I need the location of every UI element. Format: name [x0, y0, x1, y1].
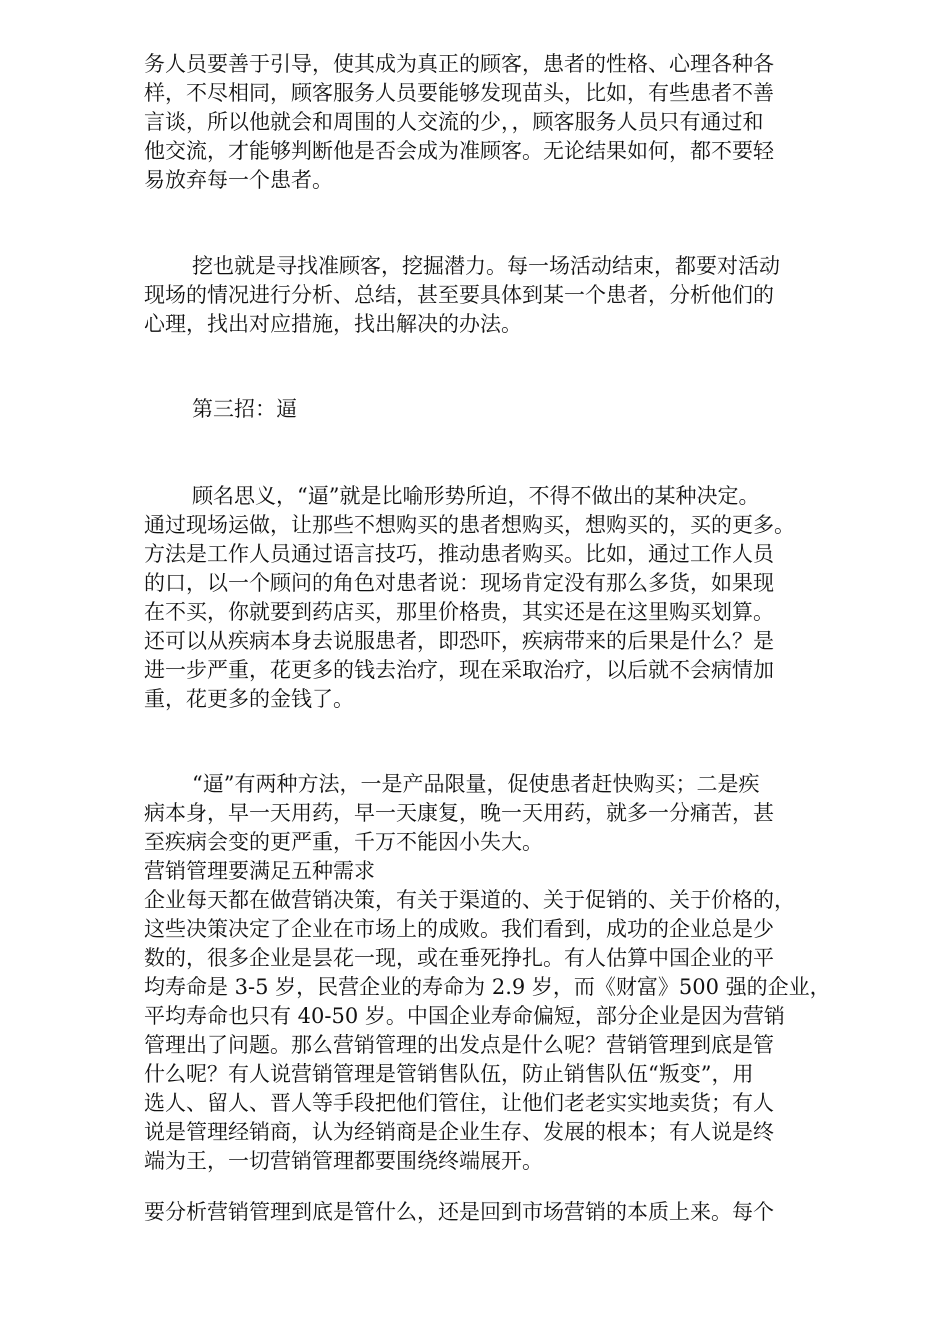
text-line: 至疾病会变的更严重，千万不能因小失大。	[144, 830, 543, 854]
text-line: “逼”有两种方法，一是产品限量，促使患者赶快购买；二是疾	[192, 772, 760, 796]
paragraph-analysis	[144, 1198, 864, 1227]
text-line: 数的，很多企业是昙花一现，或在垂死挣扎。有人估算中国企业的平	[144, 946, 774, 970]
text-line: 顾名思义，“逼”就是比喻形势所迫，不得不做出的某种决定。	[192, 484, 760, 508]
text-line: 病本身，早一天用药，早一天康复，晚一天用药，就多一分痛苦，甚	[144, 801, 774, 825]
text-line: 这些决策决定了企业在市场上的成败。我们看到，成功的企业总是少	[144, 917, 774, 941]
text-line: 企业每天都在做营销决策，有关于渠道的、关于促销的、关于价格的，	[144, 888, 795, 912]
text-line: 管理出了问题。那么营销管理的出发点是什么呢？营销管理到底是管	[144, 1033, 774, 1057]
text-line: 言谈，所以他就会和周围的人交流的少，，顾客服务人员只有通过和	[144, 110, 764, 134]
text-line: 重，花更多的金钱了。	[144, 687, 354, 711]
text-line: 还可以从疾病本身去说服患者，即恐吓，疾病带来的后果是什么？是	[144, 629, 774, 653]
section-heading-third-move	[144, 395, 864, 424]
paragraph-force	[144, 482, 864, 714]
text-line: 端为王，一切营销管理都要围绕终端展开。	[144, 1149, 543, 1173]
text-line: 通过现场运做，让那些不想购买的患者想购买，想购买的，买的更多。	[144, 513, 795, 537]
text-line: 样，不尽相同，顾客服务人员要能够发现苗头，比如，有些患者不善	[144, 81, 774, 105]
text-line: 均寿命是 3-5 岁，民营企业的寿命为 2.9 岁，而《财富》500 强的企业，	[144, 975, 831, 999]
text-line: 什么呢？有人说营销管理是管销售队伍，防止销售队伍“叛变”，用	[144, 1062, 754, 1086]
paragraph-customer-guidance	[144, 50, 864, 195]
article-title: 营销管理要满足五种需求	[144, 859, 375, 883]
text-line: 要分析营销管理到底是管什么，还是回到市场营销的本质上来。每个	[144, 1200, 774, 1224]
paragraph-marketing-management	[144, 886, 864, 1176]
paragraph-dig	[144, 252, 864, 339]
text-line: 说是管理经销商，认为经销商是企业生存、发展的根本；有人说是终	[144, 1120, 774, 1144]
text-line: 心理，找出对应措施，找出解决的办法。	[144, 312, 522, 336]
text-line: 的口，以一个顾问的角色对患者说：现场肯定没有那么多货，如果现	[144, 571, 774, 595]
text-line: 现场的情况进行分析、总结，甚至要具体到某一个患者，分析他们的	[144, 283, 774, 307]
text-line: 平均寿命也只有 40-50 岁。中国企业寿命偏短，部分企业是因为营销	[144, 1004, 785, 1028]
text-line: 挖也就是寻找准顾客，挖掘潜力。每一场活动结束，都要对活动	[192, 254, 780, 278]
text-line: 易放弃每一个患者。	[144, 168, 333, 192]
text-line: 他交流，才能够判断他是否会成为准顾客。无论结果如何，都不要轻	[144, 139, 774, 163]
paragraph-two-methods	[144, 770, 864, 886]
text-line: 选人、留人、晋人等手段把他们管住，让他们老老实实地卖货；有人	[144, 1091, 774, 1115]
text-line: 在不买，你就要到药店买，那里价格贵，其实还是在这里购买划算。	[144, 600, 774, 624]
text-line: 方法是工作人员通过语言技巧，推动患者购买。比如，通过工作人员	[144, 542, 774, 566]
heading-text: 第三招：逼	[192, 397, 297, 421]
text-line: 进一步严重，花更多的钱去治疗，现在采取治疗，以后就不会病情加	[144, 658, 774, 682]
text-line: 务人员要善于引导，使其成为真正的顾客，患者的性格、心理各种各	[144, 52, 774, 76]
